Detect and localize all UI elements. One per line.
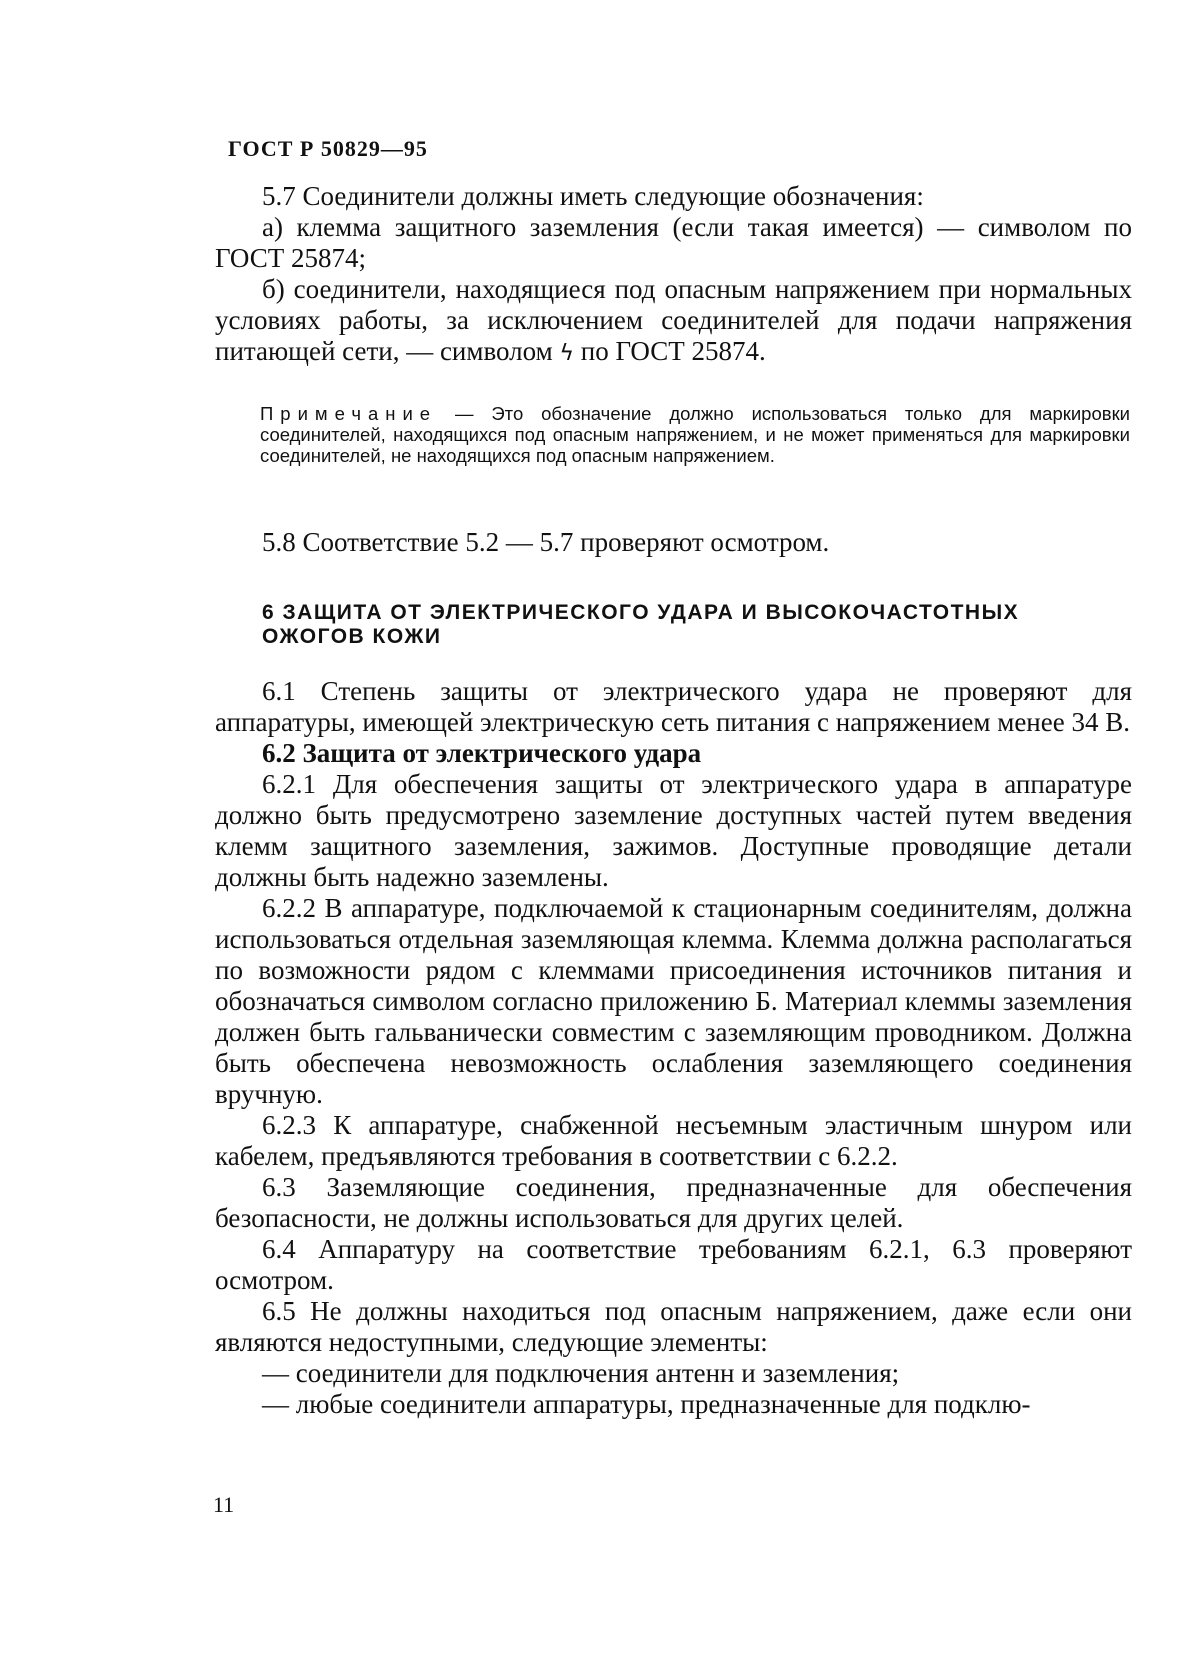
section-6-title: 6 ЗАЩИТА ОТ ЭЛЕКТРИЧЕСКОГО УДАРА И ВЫСОКОЧАСТОТНЫХ ОЖОГОВ КОЖИ	[262, 601, 1020, 648]
clause-6-2-1: 6.2.1 Для обеспечения защиты от электрического удара в аппаратуре должно быть предусмотрено заземление доступных частей путем введения клемм защитного заземления, зажимов. Доступные проводящие детали должны быть надежно заземлены.	[215, 769, 1132, 892]
clause-5-8	[215, 527, 1132, 558]
page-number: 11	[213, 1492, 235, 1517]
clause-6-2-2: 6.2.2 В аппаратуре, подключаемой к стационарным соединителям, должна использоваться отдельная заземляющая клемма. Клемма должна располагаться по возможности рядом с клеммами присоединения источников питания и обозначаться символом согласно приложению Б. Материал клеммы заземления должен быть гальванически совместим с заземляющим проводником. Должна быть обеспечена невозможность ослабления заземляющего соединения вручную.	[215, 893, 1132, 1109]
clause-5-7-item-b	[215, 274, 1132, 369]
clause-6-2-3: 6.2.3 К аппаратуре, снабженной несъемным эластичным шнуром или кабелем, предъявляются требования в соответствии с 6.2.2.	[215, 1110, 1132, 1171]
clause-5-8-text: 5.8 Соответствие 5.2 — 5.7 проверяют осмотром.	[262, 527, 830, 557]
clause-5-7-item-b-text: б) соединители, находящиеся под опасным напряжением при нормальных условиях работы, за исключением соединителей для подачи напряжения питающей сети, — символом	[215, 274, 1132, 366]
clause-6-3: 6.3 Заземляющие соединения, предназначенные для обеспечения безопасности, не должны использоваться для других целей.	[215, 1172, 1132, 1233]
list-item: — любые соединители аппаратуры, предназначенные для подклю-	[262, 1389, 1031, 1419]
clause-5-7-item-a: а) клемма защитного заземления (если такая имеется) — символом по ГОСТ 25874;	[215, 212, 1132, 273]
clause-6-4: 6.4 Аппаратуру на соответствие требованиям 6.2.1, 6.3 проверяют осмотром.	[215, 1234, 1132, 1295]
lightning-symbol-icon: ϟ	[559, 341, 574, 366]
note	[260, 403, 1130, 466]
clause-5-7-intro: 5.7 Соединители должны иметь следующие обозначения:	[262, 181, 924, 211]
clause-5-7-item-b-end: по ГОСТ 25874.	[574, 336, 766, 366]
clause-6-1: 6.1 Степень защиты от электрического удара не проверяют для аппаратуры, имеющей электрическую сеть питания с напряжением менее 34 В.	[215, 676, 1132, 737]
clause-6-5: 6.5 Не должны находиться под опасным напряжением, даже если они являются недоступными, следующие элементы:	[215, 1296, 1132, 1357]
clause-6-2-heading: 6.2 Защита от электрического удара	[262, 738, 702, 768]
standard-header: ГОСТ Р 50829—95	[228, 136, 428, 161]
list-item: — соединители для подключения антенн и заземления;	[262, 1358, 900, 1388]
note-label: Примечание	[260, 403, 438, 424]
section-6-body	[215, 676, 1132, 1420]
clause-5-7	[215, 181, 1132, 369]
note-text: — Это обозначение должно использоваться только для маркировки соединителей, находящихся под опасным напряжением, и не может применяться для маркировки соединителей, не находящихся под опасным напряжением.	[260, 403, 1130, 466]
